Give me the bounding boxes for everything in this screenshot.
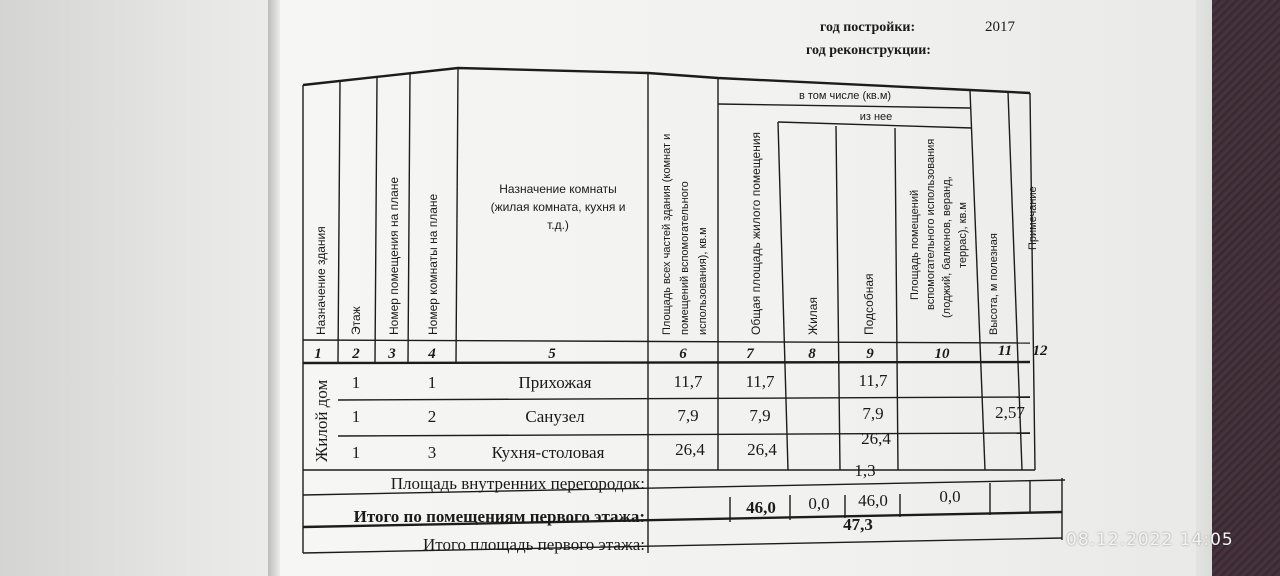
col-number: 10 (934, 346, 950, 362)
cell-room: 2 (427, 407, 437, 426)
cell-area-total: 26,4 (747, 440, 777, 459)
col-number: 8 (808, 346, 816, 362)
col-number: 4 (428, 346, 436, 362)
col-header-other-1: Площадь помещений (909, 189, 921, 300)
col-header-other-3: (лоджий, балконов, веранд, (941, 176, 953, 318)
partitions-value: 1,3 (854, 461, 876, 480)
col-number: 3 (388, 346, 396, 362)
cell-room-name: Санузел (525, 407, 585, 426)
cell-floor: 1 (351, 407, 361, 426)
col-header-purpose: Назначение здания (314, 226, 328, 335)
cell-aux: 26,4 (861, 429, 891, 448)
photo-timestamp: 08.12.2022 14:05 (1066, 530, 1234, 550)
year-rebuilt-label: год реконструкции: (806, 43, 931, 58)
col-header-area-all-2: помещений вспомогательного (679, 181, 691, 335)
col-number: 12 (1032, 343, 1048, 359)
col-header-room-purpose-2: (жилая комната, кухня и (490, 200, 626, 214)
col-header-floor: Этаж (349, 306, 363, 335)
col-number: 11 (997, 343, 1013, 359)
cell-aux: 11,7 (858, 371, 888, 390)
table-row (352, 403, 1026, 426)
cell-area-total: 11,7 (745, 372, 775, 391)
col-number: 2 (352, 346, 360, 362)
floor-total-other: 0,0 (939, 487, 961, 506)
col-number: 5 (548, 346, 556, 362)
cell-floor: 1 (351, 373, 361, 392)
table-row (352, 371, 888, 392)
col-header-other-4: террас), кв.м (957, 202, 969, 268)
col-header-premises-number: Номер помещения на плане (387, 176, 401, 335)
year-built-label: год постройки: (820, 20, 916, 35)
col-header-area-all-1: Площадь всех частей здания (комнат и (661, 133, 673, 335)
cell-aux: 7,9 (862, 404, 884, 423)
year-built-value: 2017 (985, 19, 1015, 35)
col-number: 9 (866, 346, 874, 362)
col-header-room-purpose-1: Назначение комнаты (499, 182, 617, 196)
floor-total-aux: 46,0 (858, 491, 888, 510)
floor-area-label: Итого площадь первого этажа: (423, 535, 645, 554)
floor-area-value: 47,3 (843, 515, 873, 534)
col-header-total-area: Общая площадь жилого помещения (749, 131, 763, 335)
floor-total-value: 46,0 (746, 498, 776, 517)
cell-area-all: 11,7 (673, 372, 703, 391)
col-header-area-all-3: использования), кв.м (697, 227, 709, 335)
cell-room: 3 (427, 443, 437, 462)
col-header-room-purpose-3: т.д.) (547, 218, 569, 232)
cell-height: 2,57 (995, 403, 1025, 422)
col-header-subgroup: из нее (859, 111, 893, 123)
cell-area-all: 26,4 (675, 440, 705, 459)
cell-room: 1 (427, 373, 437, 392)
col-header-aux: Подсобная (862, 273, 876, 335)
col-header-other-2: вспомогательного использования (925, 138, 937, 310)
floor-total-label: Итого по помещениям первого этажа: (353, 507, 645, 526)
partitions-label: Площадь внутренних перегородок: (390, 474, 645, 493)
col-number: 6 (679, 346, 687, 362)
col-header-note: Примечание (1027, 186, 1039, 250)
col-number: 1 (314, 346, 322, 362)
cell-room-name: Прихожая (518, 373, 592, 392)
col-header-room-number: Номер комнаты на плане (426, 193, 440, 335)
building-purpose: Жилой дом (312, 379, 331, 462)
col-header-group: в том числе (кв.м) (798, 90, 892, 102)
cell-room-name: Кухня-столовая (491, 443, 605, 462)
cell-floor: 1 (351, 443, 361, 462)
col-header-living: Жилая (806, 297, 820, 335)
col-number: 7 (746, 346, 754, 362)
floor-total-living: 0,0 (808, 494, 830, 513)
cell-area-all: 7,9 (677, 406, 699, 425)
col-header-height: Высота, м полезная (988, 233, 1000, 335)
cell-area-total: 7,9 (749, 406, 771, 425)
